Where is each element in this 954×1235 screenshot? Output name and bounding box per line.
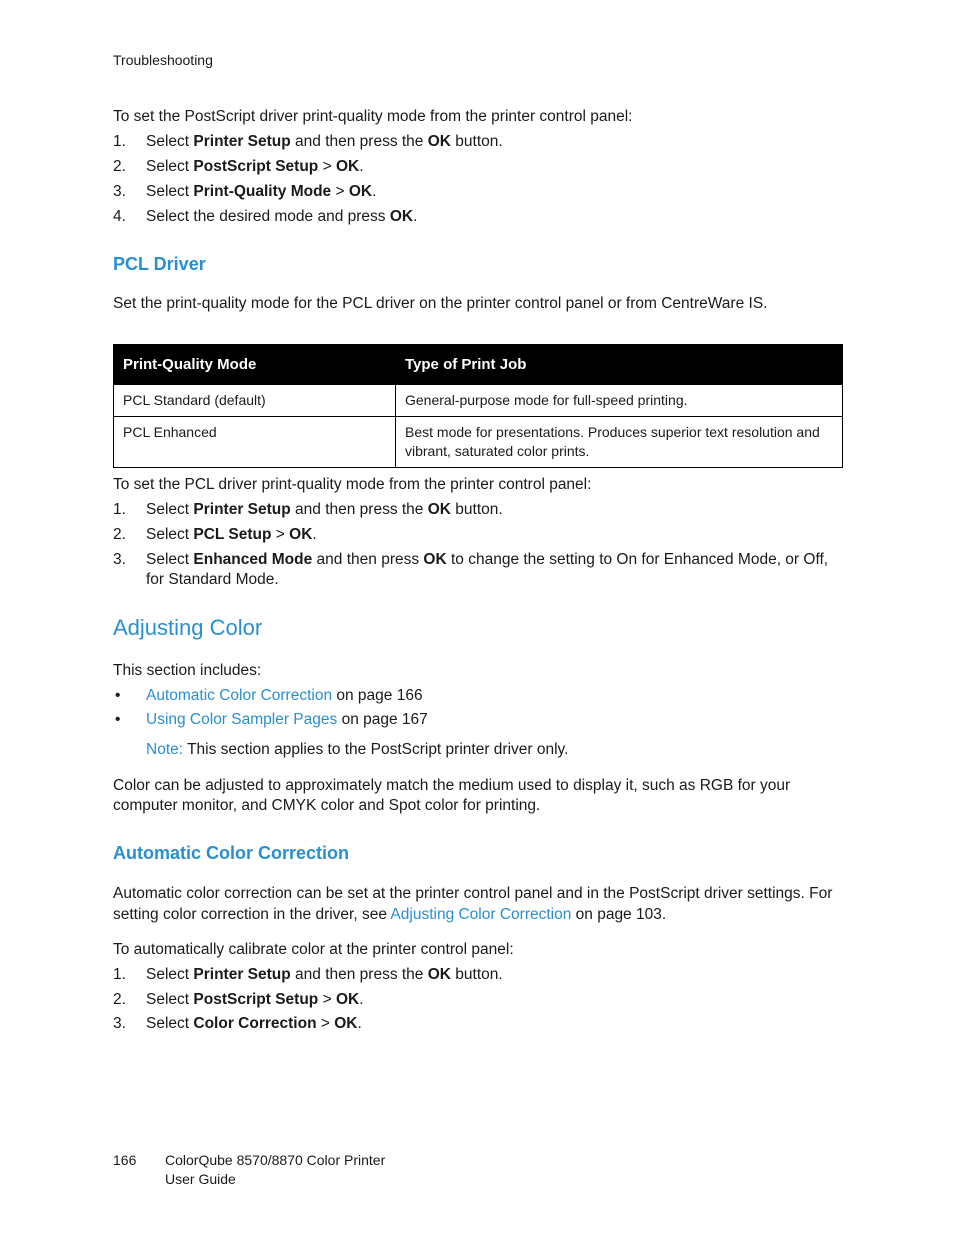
guide-name: User Guide: [165, 1171, 236, 1187]
bullet-icon: •: [115, 711, 121, 728]
step-number: 2.: [113, 158, 126, 175]
running-header: Troubleshooting: [113, 52, 213, 68]
note: [146, 740, 843, 760]
pcl-intro: Set the print-quality mode for the PCL driver on the printer control panel or from CentreWare IS.: [113, 295, 768, 312]
table-cell: Best mode for presentations. Produces superior text resolution and vibrant, saturated color prints.: [396, 417, 843, 468]
step-text: Select Printer Setup and then press the OK button.: [146, 966, 503, 983]
step-text: Select Print-Quality Mode > OK.: [146, 183, 377, 200]
step-text: Select PCL Setup > OK.: [146, 526, 317, 543]
step-number: 1.: [113, 133, 126, 150]
note-label: Note:: [146, 741, 184, 758]
step-number: 2.: [113, 991, 126, 1008]
page-ref: on page 167: [337, 711, 428, 728]
step-text: Select the desired mode and press OK.: [146, 208, 418, 225]
step-number: 1.: [113, 501, 126, 518]
note-text: This section applies to the PostScript printer driver only.: [183, 741, 569, 758]
table-cell: PCL Enhanced: [114, 417, 396, 468]
table-row: [114, 385, 843, 417]
column-header: Type of Print Job: [396, 345, 843, 385]
color-paragraph: Color can be adjusted to approximately match the medium used to display it, such as RGB for your computer monitor, and CMYK color and Spot color for printing.: [113, 777, 791, 814]
product-name: ColorQube 8570/8870 Color Printer: [165, 1152, 386, 1168]
table-cell: PCL Standard (default): [114, 385, 396, 417]
step-text: Select PostScript Setup > OK.: [146, 158, 364, 175]
automatic-color-correction-heading: Automatic Color Correction: [113, 843, 350, 863]
step-number: 2.: [113, 526, 126, 543]
print-quality-table: [113, 344, 843, 468]
pcl-set-intro: To set the PCL driver print-quality mode from the printer control panel:: [113, 476, 592, 493]
step-text: Select Printer Setup and then press the OK button.: [146, 501, 503, 518]
adjusting-color-correction-link[interactable]: Adjusting Color Correction: [390, 906, 572, 923]
step-number: 1.: [113, 966, 126, 983]
step-text: Select PostScript Setup > OK.: [146, 991, 364, 1008]
step-number: 3.: [113, 1015, 126, 1032]
step-number: 3.: [113, 183, 126, 200]
adjusting-color-heading: Adjusting Color: [113, 615, 263, 640]
page-number: 166: [113, 1152, 137, 1168]
column-header: Print-Quality Mode: [114, 345, 396, 385]
table-row: [114, 417, 843, 468]
step-text: Select Enhanced Mode and then press OK to change the setting to On for Enhanced Mode, or Off, for Standard Mode.: [146, 551, 829, 588]
automatic-color-correction-link[interactable]: Automatic Color Correction: [146, 687, 333, 704]
acc-intro: To automatically calibrate color at the printer control panel:: [113, 941, 514, 958]
step-number: 3.: [113, 551, 126, 568]
step-text: Select Printer Setup and then press the OK button.: [146, 133, 503, 150]
step-number: 4.: [113, 208, 126, 225]
page-ref: on page 166: [332, 687, 423, 704]
bullet-icon: •: [115, 687, 121, 704]
section-includes: This section includes:: [113, 662, 262, 679]
ps-intro: To set the PostScript driver print-quality mode from the printer control panel:: [113, 108, 633, 125]
table-header-row: [114, 345, 843, 385]
pcl-driver-heading: PCL Driver: [113, 254, 206, 274]
color-sampler-pages-link[interactable]: Using Color Sampler Pages: [146, 711, 338, 728]
table-cell: General-purpose mode for full-speed printing.: [396, 385, 843, 417]
step-text: Select Color Correction > OK.: [146, 1015, 362, 1032]
acc-paragraph: Automatic color correction can be set at the printer control panel and in the PostScript driver settings. For setting color correction in the driver, see Adjusting Color Correction on page 103.: [113, 885, 833, 923]
